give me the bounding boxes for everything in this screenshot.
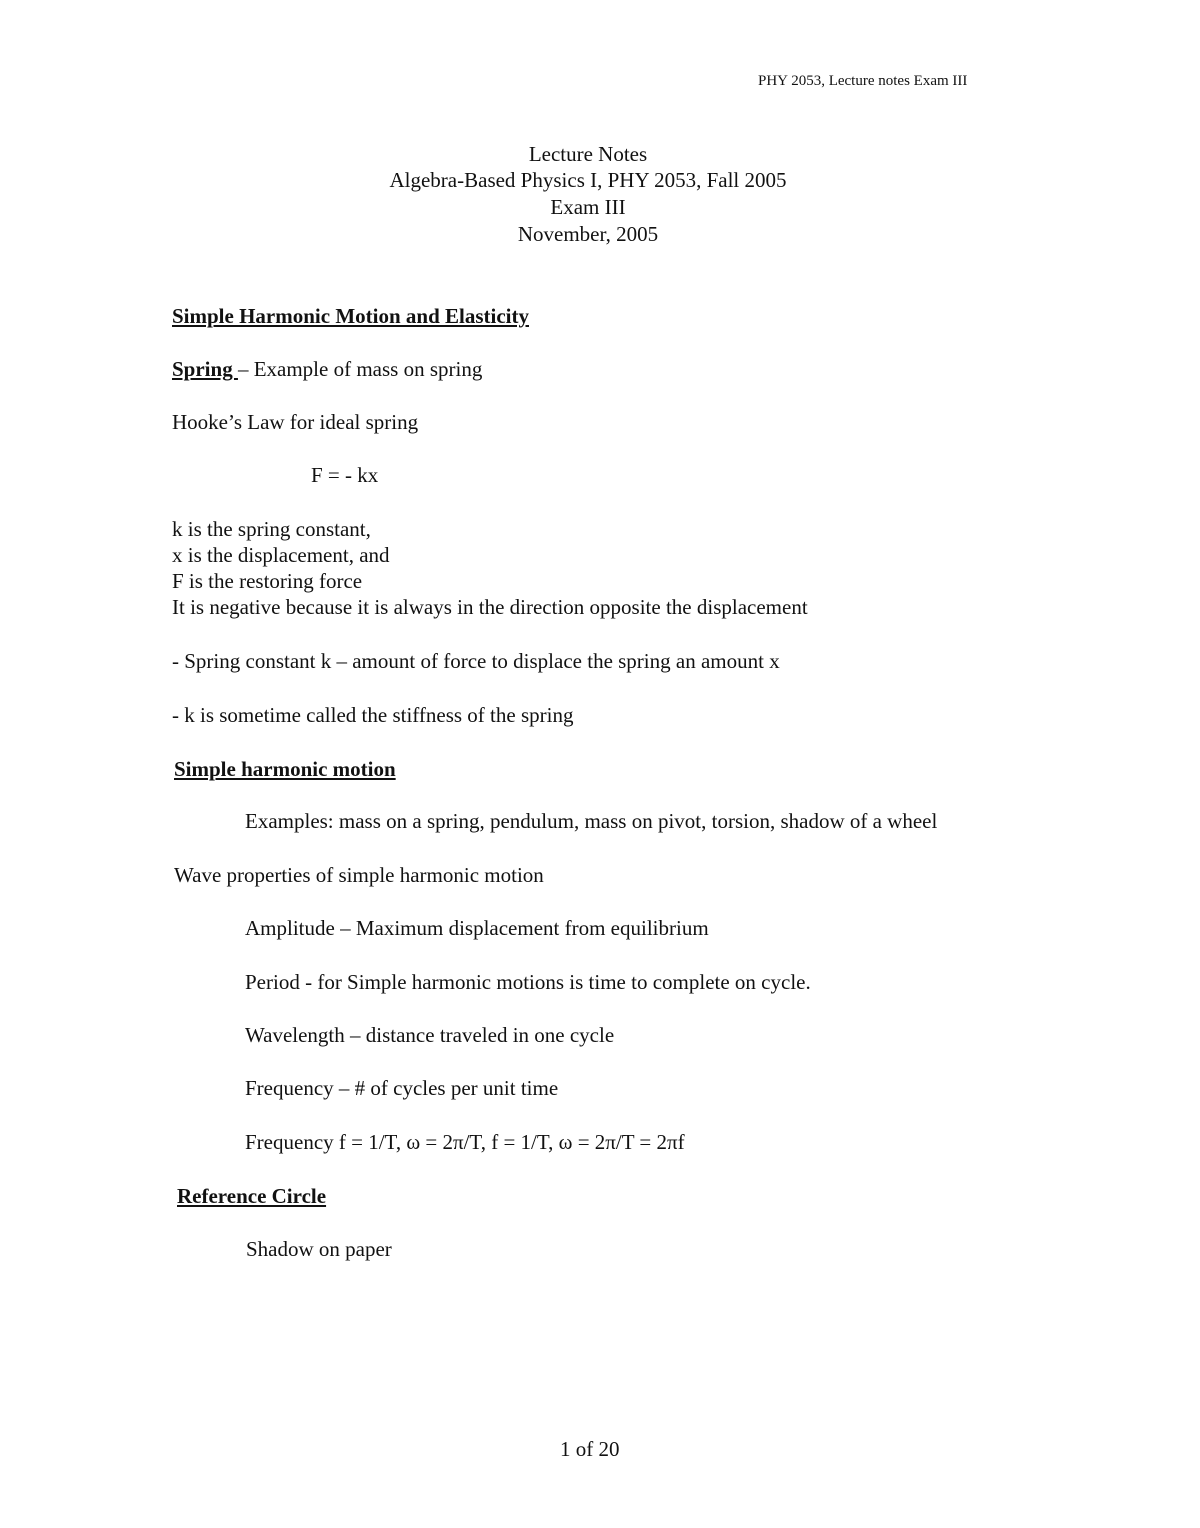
frequency-text: Frequency – # of cycles per unit time bbox=[245, 1076, 559, 1100]
hookes-law-formula: F = - kx bbox=[311, 463, 379, 487]
period-text: Period - for Simple harmonic motions is time to complete on cycle. bbox=[245, 970, 811, 994]
title-line-2: Algebra-Based Physics I, PHY 2053, Fall 2005 bbox=[389, 168, 787, 192]
frequency-formula: Frequency f = 1/T, ω = 2π/T, f = 1/T, ω = 2π/T = 2πf bbox=[245, 1130, 685, 1154]
section-heading-reference-circle: Reference Circle bbox=[177, 1184, 327, 1208]
title-line-4: November, 2005 bbox=[517, 222, 659, 246]
spring-heading: Spring bbox=[172, 357, 238, 381]
spring-line bbox=[172, 356, 482, 382]
running-header: PHY 2053, Lecture notes Exam III bbox=[758, 73, 968, 89]
title-line-1: Lecture Notes bbox=[528, 142, 648, 166]
wave-properties-text: Wave properties of simple harmonic motion bbox=[174, 863, 544, 887]
wavelength-text: Wavelength – distance traveled in one cycle bbox=[245, 1023, 615, 1047]
shadow-text: Shadow on paper bbox=[246, 1237, 392, 1261]
bullet-stiffness: - k is sometime called the stiffness of the spring bbox=[172, 703, 574, 727]
examples-text: Examples: mass on a spring, pendulum, mass on pivot, torsion, shadow of a wheel bbox=[245, 809, 938, 833]
definition-k: k is the spring constant, bbox=[172, 517, 371, 541]
title-line-3: Exam III bbox=[550, 195, 626, 219]
spring-description: – Example of mass on spring bbox=[237, 357, 483, 381]
section-heading-shm: Simple harmonic motion bbox=[174, 757, 396, 781]
definition-x: x is the displacement, and bbox=[172, 543, 390, 567]
bullet-spring-constant: - Spring constant k – amount of force to displace the spring an amount x bbox=[172, 649, 780, 673]
definition-f: F is the restoring force bbox=[172, 569, 363, 593]
section-heading-shm-elasticity: Simple Harmonic Motion and Elasticity bbox=[172, 304, 529, 328]
page-number: 1 of 20 bbox=[560, 1437, 620, 1461]
amplitude-text: Amplitude – Maximum displacement from equilibrium bbox=[245, 916, 709, 940]
negative-note: It is negative because it is always in the direction opposite the displacement bbox=[172, 595, 808, 619]
hookes-law-text: Hooke’s Law for ideal spring bbox=[172, 410, 419, 434]
